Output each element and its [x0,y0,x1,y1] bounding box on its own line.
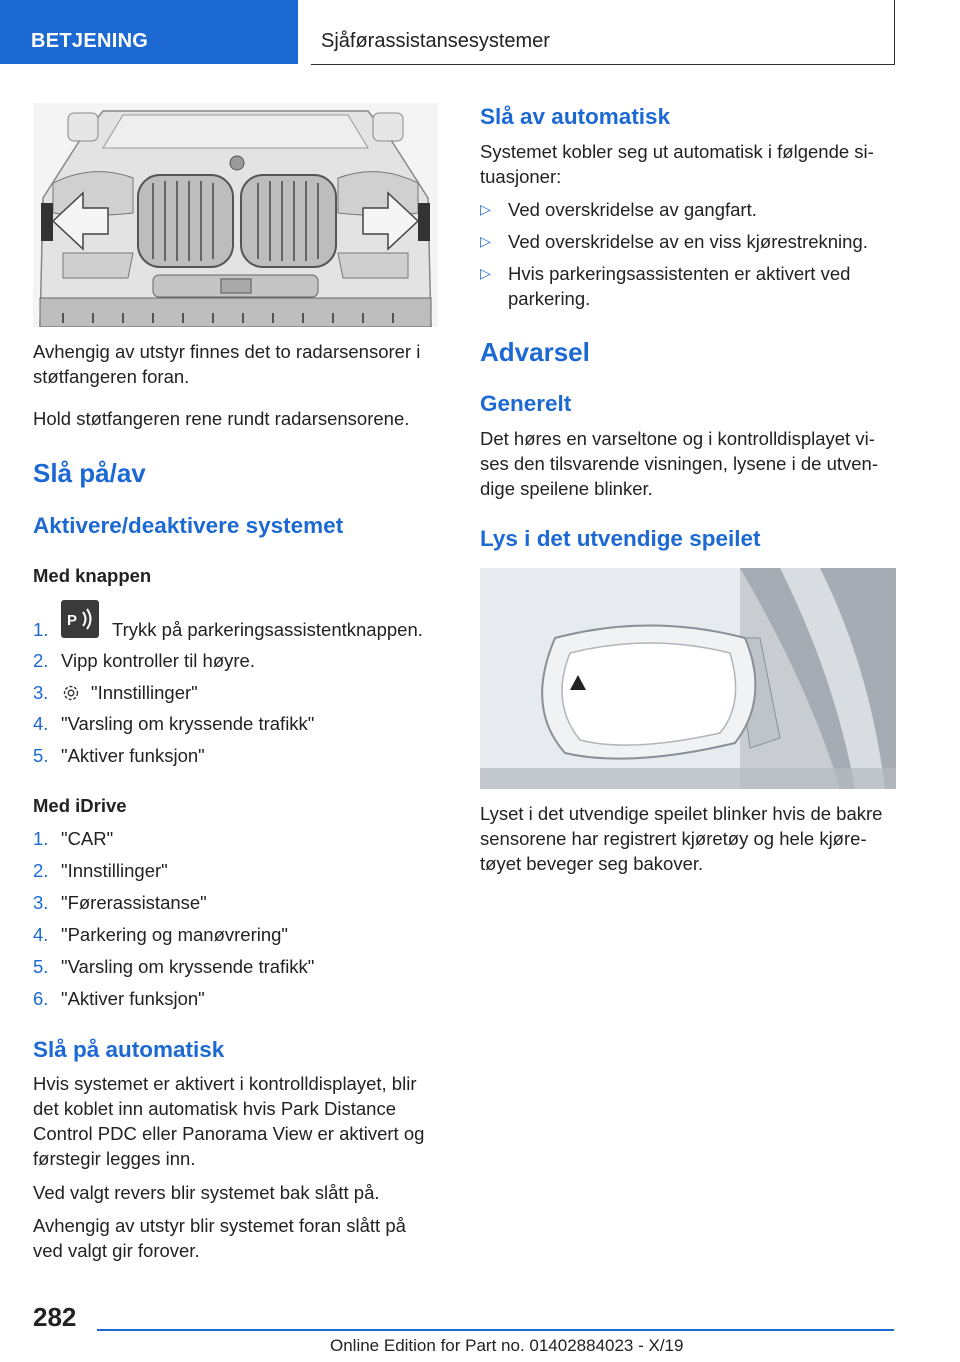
step-number: 4. [33,924,49,945]
step-text: "Varsling om kryssende trafikk" [61,956,315,977]
step-number: 4. [33,713,49,734]
exterior-mirror-illustration [480,568,896,789]
step-text: "Aktiver funksjon" [61,745,205,766]
step-text: "Aktiver funksjon" [61,988,205,1009]
car-front-radar-illustration [33,103,438,327]
heading-activate-system: Aktivere/deaktivere systemet [33,513,344,538]
general-paragraph: Det høres en varseltone og i kontrolldisplayet vises den tilsvarende visningen, lysene i de utvendige speilene blinker. [480,428,878,499]
heading-on-off: Slå på/av [33,458,146,488]
step-text: Trykk på parkeringsassistentknappen. [112,619,423,640]
triangle-bullet-icon: ▷ [480,265,491,281]
gear-icon [61,683,81,703]
triangle-bullet-icon: ▷ [480,201,491,217]
step-number: 2. [33,650,49,671]
step-number: 3. [33,892,49,913]
step-number: 2. [33,860,49,881]
auto-off-paragraph: Systemet kobler seg ut automatisk i følgende situasjoner: [480,141,874,187]
mirror-paragraph: Lyset i det utvendige speilet blinker hvis de bakre sensorene har registrert kjøretøy og hele kjøretøyet beveger seg bakover. [480,803,883,874]
page-number: 282 [33,1302,77,1332]
heading-general: Generelt [480,391,572,416]
auto-on-paragraph-2: Ved valgt revers blir systemet bak slått på. [33,1182,380,1203]
heading-with-button: Med knappen [33,565,152,586]
step-text: "Førerassistanse" [61,892,207,913]
step-text: "Innstillinger" [91,682,198,703]
auto-on-paragraph-1: Hvis systemet er aktivert i kontrolldisplayet, blir det koblet inn automatisk hvis Park Distance Control PDC eller Panorama View er aktivert og førstegir legges inn. [33,1073,425,1169]
bullet-text: Ved overskridelse av gangfart. [508,199,757,220]
step-text: "Varsling om kryssende trafikk" [61,713,315,734]
parking-assistant-button-icon: P [61,600,99,638]
step-text: "CAR" [61,828,114,849]
heading-auto-on: Slå på automatisk [33,1037,225,1062]
header-chapter [311,0,895,65]
step-text: "Parkering og manøvrering" [61,924,289,945]
step-text: "Innstillinger" [61,860,168,881]
header-section [0,0,298,64]
clean-bumper-paragraph: Hold støtfangeren rene rundt radarsensorene. [33,408,410,429]
step-number: 1. [33,828,49,849]
bullet-text: Ved overskridelse av en viss kjørestrekning. [508,231,868,252]
heading-auto-off: Slå av automatisk [480,104,671,129]
header-section-label: BETJENING [31,30,149,52]
bullet-text: Hvis parkeringsassistenten er aktivert ved parkering. [508,263,851,309]
step-number: 6. [33,988,49,1009]
heading-mirror-light: Lys i det utvendige speilet [480,526,761,551]
step-number: 1. [33,619,49,640]
step-text: Vipp kontroller til høyre. [61,650,255,671]
heading-warning: Advarsel [480,337,590,367]
footer-divider [97,1329,894,1331]
triangle-bullet-icon: ▷ [480,233,491,249]
heading-with-idrive: Med iDrive [33,795,127,816]
step-number: 5. [33,745,49,766]
step-number: 3. [33,682,49,703]
auto-on-paragraph-3: Avhengig av utstyr blir systemet foran slått på ved valgt gir forover. [33,1215,406,1261]
radar-sensor-paragraph: Avhengig av utstyr finnes det to radarsensorer i støtfangeren foran. [33,341,421,387]
step-number: 5. [33,956,49,977]
footer-edition: Online Edition for Part no. 01402884023 - X/19 [330,1336,684,1355]
header-chapter-label: Sjåførassistansesystemer [321,30,550,52]
